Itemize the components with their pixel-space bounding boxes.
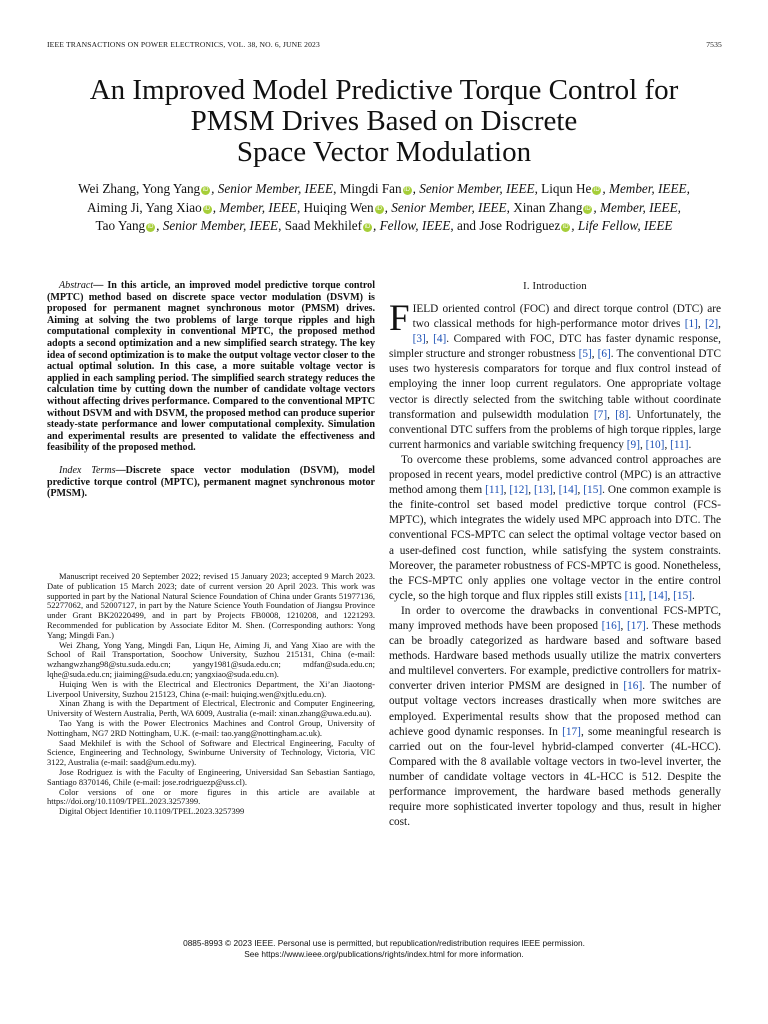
citation-link[interactable]: [8] <box>615 408 629 421</box>
citation-link[interactable]: [6] <box>597 348 611 361</box>
citation-link[interactable]: [11] <box>670 438 689 451</box>
paragraph-text: In order to overcome the drawbacks in conventional FCS-MPTC, many improved methods have been proposed [16], [17]. These methods can be broadly categorized as hardware based and software based methods. Hardware based methods usually utilize the matrix converters and multilevel converters. For example, predictive controllers for matrix-converter driven interior PMSM are designed in [16]. The number of output voltage vectors increases drastically when more switches are employed. Experimental results show that the proposed method can achieve good dynamic responses. In [17], some meaningful research is carried out on the four-level hybrid-clamped converter (4L-HCC). Compared with the 8 available voltage vectors in two-level inverter, the number of candidate voltage vectors in 4L-HCC is 512. Despite the performance improvement, the hardware based methods generally require more sophisticated inverter topology and thus, result in higher cost. <box>389 604 722 829</box>
author-name: Tao Yang <box>95 218 146 233</box>
author-line <box>30 199 738 218</box>
author-name: , Liqun He <box>534 181 592 196</box>
author-name: , Saad Mekhilef <box>278 218 362 233</box>
author-membership: , Life Fellow, IEEE <box>571 218 673 233</box>
paragraph-text: To overcome these problems, some advanced control approaches are proposed in recent years, model predictive control (MPC) is an attractive method among them [11], [12], [13], [14], [15]. One common example is the finite-control set based model predictive torque control (FCS-MPTC), which integrates the widely used MPC approach into DTC. The conventional FCS-MPTC can select the optimal voltage vector based on a user-defined cost function, while satisfying the system constraints. Moreover, the parameter robustness of FCS-MPTC is good. Nonetheless, the FCS-MPTC only applies one voltage vector in the entire control cycle, so the high torque and flux ripples still exists [11], [14], [15]. <box>389 453 722 602</box>
title-line: PMSM Drives Based on Discrete <box>190 105 578 137</box>
page-number: 7535 <box>706 40 722 49</box>
author-name: , Mingdi Fan <box>333 181 402 196</box>
footnote: Xinan Zhang is with the Department of Electrical, Electronic and Computer Engineering, University of Western Australia, Perth, WA 6009, Australia (e-mail: xinan.zhang@uwa.edu.au). <box>47 698 375 719</box>
paragraph <box>389 453 721 604</box>
author-name: , Xinan Zhang <box>506 199 583 215</box>
footnote: Tao Yang is with the Power Electronics Machines and Control Group, University of Nottingham, NG7 2RD Nottingham, U.K. (e-mail: tao.yang@nottingham.ac.uk). <box>47 717 375 738</box>
author-name: Yong Yang <box>142 181 201 196</box>
author-membership: , Senior Member, IEEE <box>211 181 334 196</box>
citation-link[interactable]: [2] <box>704 318 719 331</box>
orcid-icon[interactable]: iD <box>147 224 154 230</box>
footnote: Jose Rodriguez is with the Faculty of Engineering, Universidad San Sebastian Santiago, Santiago 8370146, Chile (e-mail: jose.rodriguezp@uss.cl). <box>47 766 375 787</box>
footnote: Manuscript received 20 September 2022; revised 15 January 2023; accepted 9 March 2023. Date of publication 15 March 2023; date of current version 20 April 2023. This work was supported in part by the National Natural Science Foundation of China under Grants 51977136, 52277062, and 52007127, in part by the Nature Science Youth Foundation of Jiangsu Province under Grant BK20220499, and in part by Projects FB0008, 1210208, and 1221293. Recommended for publication by Associate Editor M. Shen. (Corresponding authors: Yong Yang; Mingdi Fan.) <box>47 571 375 640</box>
orcid-icon[interactable]: iD <box>376 205 382 212</box>
citation-link[interactable]: [5] <box>578 348 592 361</box>
citation-link[interactable]: [16] <box>623 680 643 693</box>
citation-link[interactable]: [12] <box>509 484 529 497</box>
citation-link[interactable]: [9] <box>626 438 640 451</box>
author-membership: , Senior Member, IEEE <box>384 199 507 215</box>
title-line: Space Vector Modulation <box>236 136 532 168</box>
title-line: An Improved Model Predictive Torque Control for <box>89 74 679 106</box>
rights-line: See https://www.ieee.org/publications/rights/index.html for more information. <box>244 949 524 959</box>
right-column <box>389 280 721 830</box>
orcid-icon[interactable]: iD <box>585 205 591 212</box>
paragraph <box>389 604 721 830</box>
drop-cap: F <box>389 298 410 339</box>
orcid-icon[interactable]: iD <box>594 187 600 193</box>
footnote: Wei Zhang, Yong Yang, Mingdi Fan, Liqun He, Aiming Ji, and Yang Xiao are with the School of Rail Transportation, Soochow University, Suzhou 215131, China (e-mail: wzhangwzhang98@stu.suda.edu.cn; yangy1981@suda.edu.cn; mdfan@suda.edu.cn; lqhe@suda.edu.cn; jiaiming@suda.edu.cn; yangxiao@suda.edu.cn). <box>47 639 375 679</box>
citation-link[interactable]: [11] <box>485 484 504 497</box>
citation-link[interactable]: [11] <box>624 589 644 602</box>
citation-link[interactable]: [7] <box>593 408 608 421</box>
running-header <box>47 40 722 54</box>
citation-link[interactable]: [15] <box>583 484 603 497</box>
citation-link[interactable]: [3] <box>412 333 426 346</box>
abstract <box>47 280 375 454</box>
author-name: , Huiqing Wen <box>296 199 374 215</box>
citation-link[interactable]: [10] <box>645 438 665 451</box>
author-membership: , Fellow, IEEE <box>372 218 451 233</box>
footnote: Saad Mekhilef is with the School of Software and Electrical Engineering, Faculty of Science, Engineering and Technology, Swinburne University of Technology, Victoria, VIC 3122, Australia (e-mail: saad@um.edu.my). <box>47 737 375 768</box>
orcid-icon[interactable]: iD <box>404 187 410 193</box>
paragraph <box>389 298 722 453</box>
section-heading: I. Introduction <box>523 281 587 292</box>
author-membership: , Senior Member, IEEE <box>412 181 535 196</box>
citation-link[interactable]: [14] <box>648 589 668 602</box>
citation-link[interactable]: [1] <box>684 318 698 331</box>
paper-title <box>20 75 748 168</box>
orcid-icon[interactable]: iD <box>202 187 209 193</box>
footnote: Digital Object Identifier 10.1109/TPEL.2023.3257399 <box>59 806 245 817</box>
index-terms <box>47 465 375 500</box>
index-terms-label: Index Terms <box>59 464 116 476</box>
orcid-icon[interactable]: iD <box>204 205 211 212</box>
index-terms-text: —Discrete space vector modulation (DSVM), model predictive torque control (MPTC), permanent magnet synchronous motor (PMSM). <box>47 464 375 500</box>
copyright-footer <box>40 938 728 960</box>
author-membership: , Member, IEEE <box>212 199 297 215</box>
citation-link[interactable]: [13] <box>534 484 553 497</box>
author-list <box>30 180 738 236</box>
author-name: , and Jose Rodriguez <box>450 218 561 233</box>
copyright-line: 0885-8993 © 2023 IEEE. Personal use is permitted, but republication/redistribution requires IEEE permission. <box>183 938 585 948</box>
author-name: Wei Zhang, <box>78 181 143 196</box>
author-line <box>30 217 738 236</box>
author-membership: , Senior Member, IEEE <box>156 218 279 233</box>
citation-link[interactable]: [17] <box>626 619 646 632</box>
author-membership: , Member, IEEE, <box>602 181 690 196</box>
abstract-text: — In this article, an improved model predictive torque control (MPTC) method based on discrete space vector modulation (DSVM) is proposed for permanent magnet synchronous motor (PMSM) drives. Aiming at solving the two problems of large torque ripples and high computational complexity in conventional MPTC, the proposed method adopts a second optimization and a new simplified search strategy. The key idea of second optimization is to make the output voltage vector closer to the actual optimal solution. In this case, a more suitable voltage vector is applied in each sampling period. The simplified search strategy reduces the calculation time by cutting down the number of candidate voltage vectors without affecting drives performance. Compared to the conventional MPTC without DSVM and with DSVM, the proposed method can produce superior steady-state performance and lower computational complexity. Simulation and experimental results are presented to validate the effectiveness and feasibility of the proposed method. <box>47 280 375 454</box>
citation-link[interactable]: [4] <box>433 333 447 346</box>
orcid-icon[interactable]: iD <box>364 224 371 230</box>
orcid-icon[interactable]: iD <box>562 224 569 230</box>
footnotes <box>47 572 375 817</box>
citation-link[interactable]: [14] <box>558 484 578 497</box>
footnote: Color versions of one or more figures in this article are available at https://doi.org/10.1109/TPEL.2023.3257399. <box>47 786 375 807</box>
footnote: Huiqing Wen is with the Electrical and Electronics Department, the Xi’an Jiaotong-Liverpool University, Suzhou 215123, China (e-mail: huiqing.wen@xjtlu.edu.cn). <box>47 678 375 699</box>
paragraph-text: IELD oriented control (FOC) and direct torque control (DTC) are two classical methods for high-performance motor drives [1], [2], [3], [4]. Compared with FOC, DTC has faster dynamic response, simpler structure and stronger robustness [5], [6]. The conventional DTC uses two hysteresis comparators for torque and flux control instead of employing the inner loop current regulators. One appropriate voltage vector is directly selected from the switching table without coordinate transformation and pulsewidth modulation [7], [8]. Unfortunately, the conventional DTC suffers from the problems of high torque ripples, large current harmonics and variable switching frequency [9], [10], [11]. <box>389 303 722 451</box>
citation-link[interactable]: [15] <box>673 589 692 602</box>
author-name: Aiming Ji, Yang Xiao <box>87 199 202 215</box>
author-membership: , Member, IEEE, <box>593 199 681 215</box>
abstract-label: Abstract <box>59 280 94 291</box>
citation-link[interactable]: [17] <box>562 725 581 738</box>
citation-link[interactable]: [16] <box>601 619 621 632</box>
left-column <box>47 280 375 500</box>
author-line <box>30 180 738 199</box>
journal-name: IEEE TRANSACTIONS ON POWER ELECTRONICS, VOL. 38, NO. 6, JUNE 2023 <box>47 40 320 49</box>
